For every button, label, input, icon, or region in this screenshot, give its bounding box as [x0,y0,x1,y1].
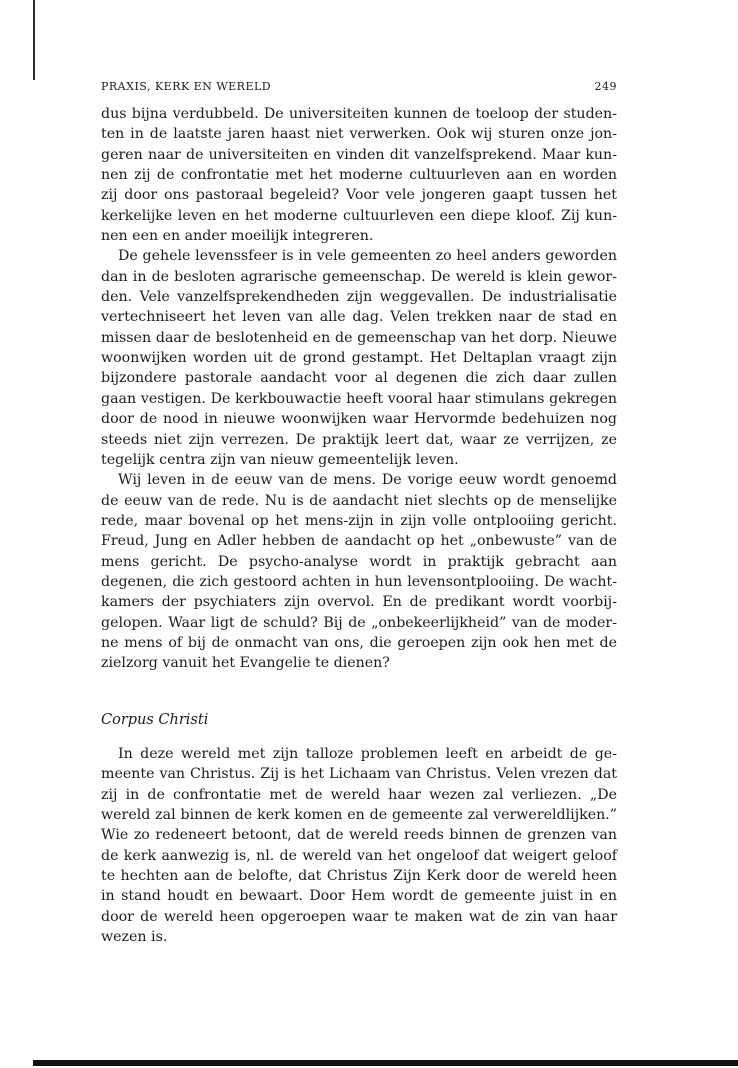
scan-edge-bottom [33,1060,738,1066]
book-page [101,80,617,947]
paragraph: dus bijna verdubbeld. De universiteiten kunnen de toeloop der studenten in de laatste jaren haast niet verwerken. Ook wij sturen onze jongeren naar de universiteiten en vinden dit vanzelfsprekend. Maar kunnen zij de confrontatie met het moderne cultuurleven aan en worden zij door ons pastoraal begeleid? Voor vele jongeren gaapt tussen het kerkelijke leven en het moderne cultuurleven een diepe kloof. Zij kunnen een en ander moeilijk integreren. [101,106,617,245]
paragraph: Wij leven in de eeuw van de mens. De vorige eeuw wordt genoemd de eeuw van de rede. Nu is de aandacht niet slechts op de menselijke rede, maar bovenal op het mens-zijn in zijn volle ontplooiing gericht. Freud, Jung en Adler hebben de aandacht op het „onbewuste” van de mens gericht. De psycho-analyse wordt in praktijk gebracht aan degenen, die zich gestoord achten in hun levensontplooiing. De wachtkamers der psychiaters zijn overvol. En de predikant wordt voorbijgelopen. Waar ligt de schuld? Bij de „onbekeerlijkheid” van de moderne mens of bij de onmacht van ons, die geroepen zijn ook hen met de zielzorg vanuit het Evangelie te dienen? [101,472,617,672]
paragraph: De gehele levenssfeer is in vele gemeenten zo heel anders geworden dan in de besloten agrarische gemeenschap. De wereld is klein geworden. Vele vanzelfsprekendheden zijn weggevallen. De industrialisatie vertechniseert het leven van alle dag. Velen trekken naar de stad en missen daar de beslotenheid en de gemeenschap van het dorp. Nieuwe woonwijken worden uit de grond gestampt. Het Deltaplan vraagt zijn bijzondere pastorale aandacht voor al degenen die zich daar zullen gaan vestigen. De kerkbouwactie heeft vooral haar stimulans gekregen door de nood in nieuwe woonwijken waar Hervormde bedehuizen nog steeds niet zijn verrezen. De praktijk leert dat, waar ze verrijzen, ze tegelijk centra zijn van nieuw gemeentelijk leven. [101,248,617,468]
section-heading: Corpus Christi [101,711,209,728]
running-head [101,80,617,104]
running-title: PRAXIS, KERK EN WERELD [101,80,272,93]
scan-edge-left [33,0,35,80]
paragraph: In deze wereld met zijn talloze problemen leeft en arbeidt de gemeente van Christus. Zij is het Lichaam van Christus. Velen vrezen dat zij in de confrontatie met de wereld haar wezen zal verliezen. „De wereld zal binnen de kerk komen en de gemeente zal verwereldlijken.” Wie zo redeneert betoont, dat de wereld reeds binnen de grenzen van de kerk aanwezig is, nl. de wereld van het ongeloof dat weigert geloof te hechten aan de belofte, dat Christus Zijn Kerk door de wereld heen in stand houdt en bewaart. Door Hem wordt de gemeente juist in en door de wereld heen opgeroepen waar te maken wat de zin van haar wezen is. [101,745,617,946]
page-number: 249 [594,80,617,93]
body-text [101,104,617,947]
